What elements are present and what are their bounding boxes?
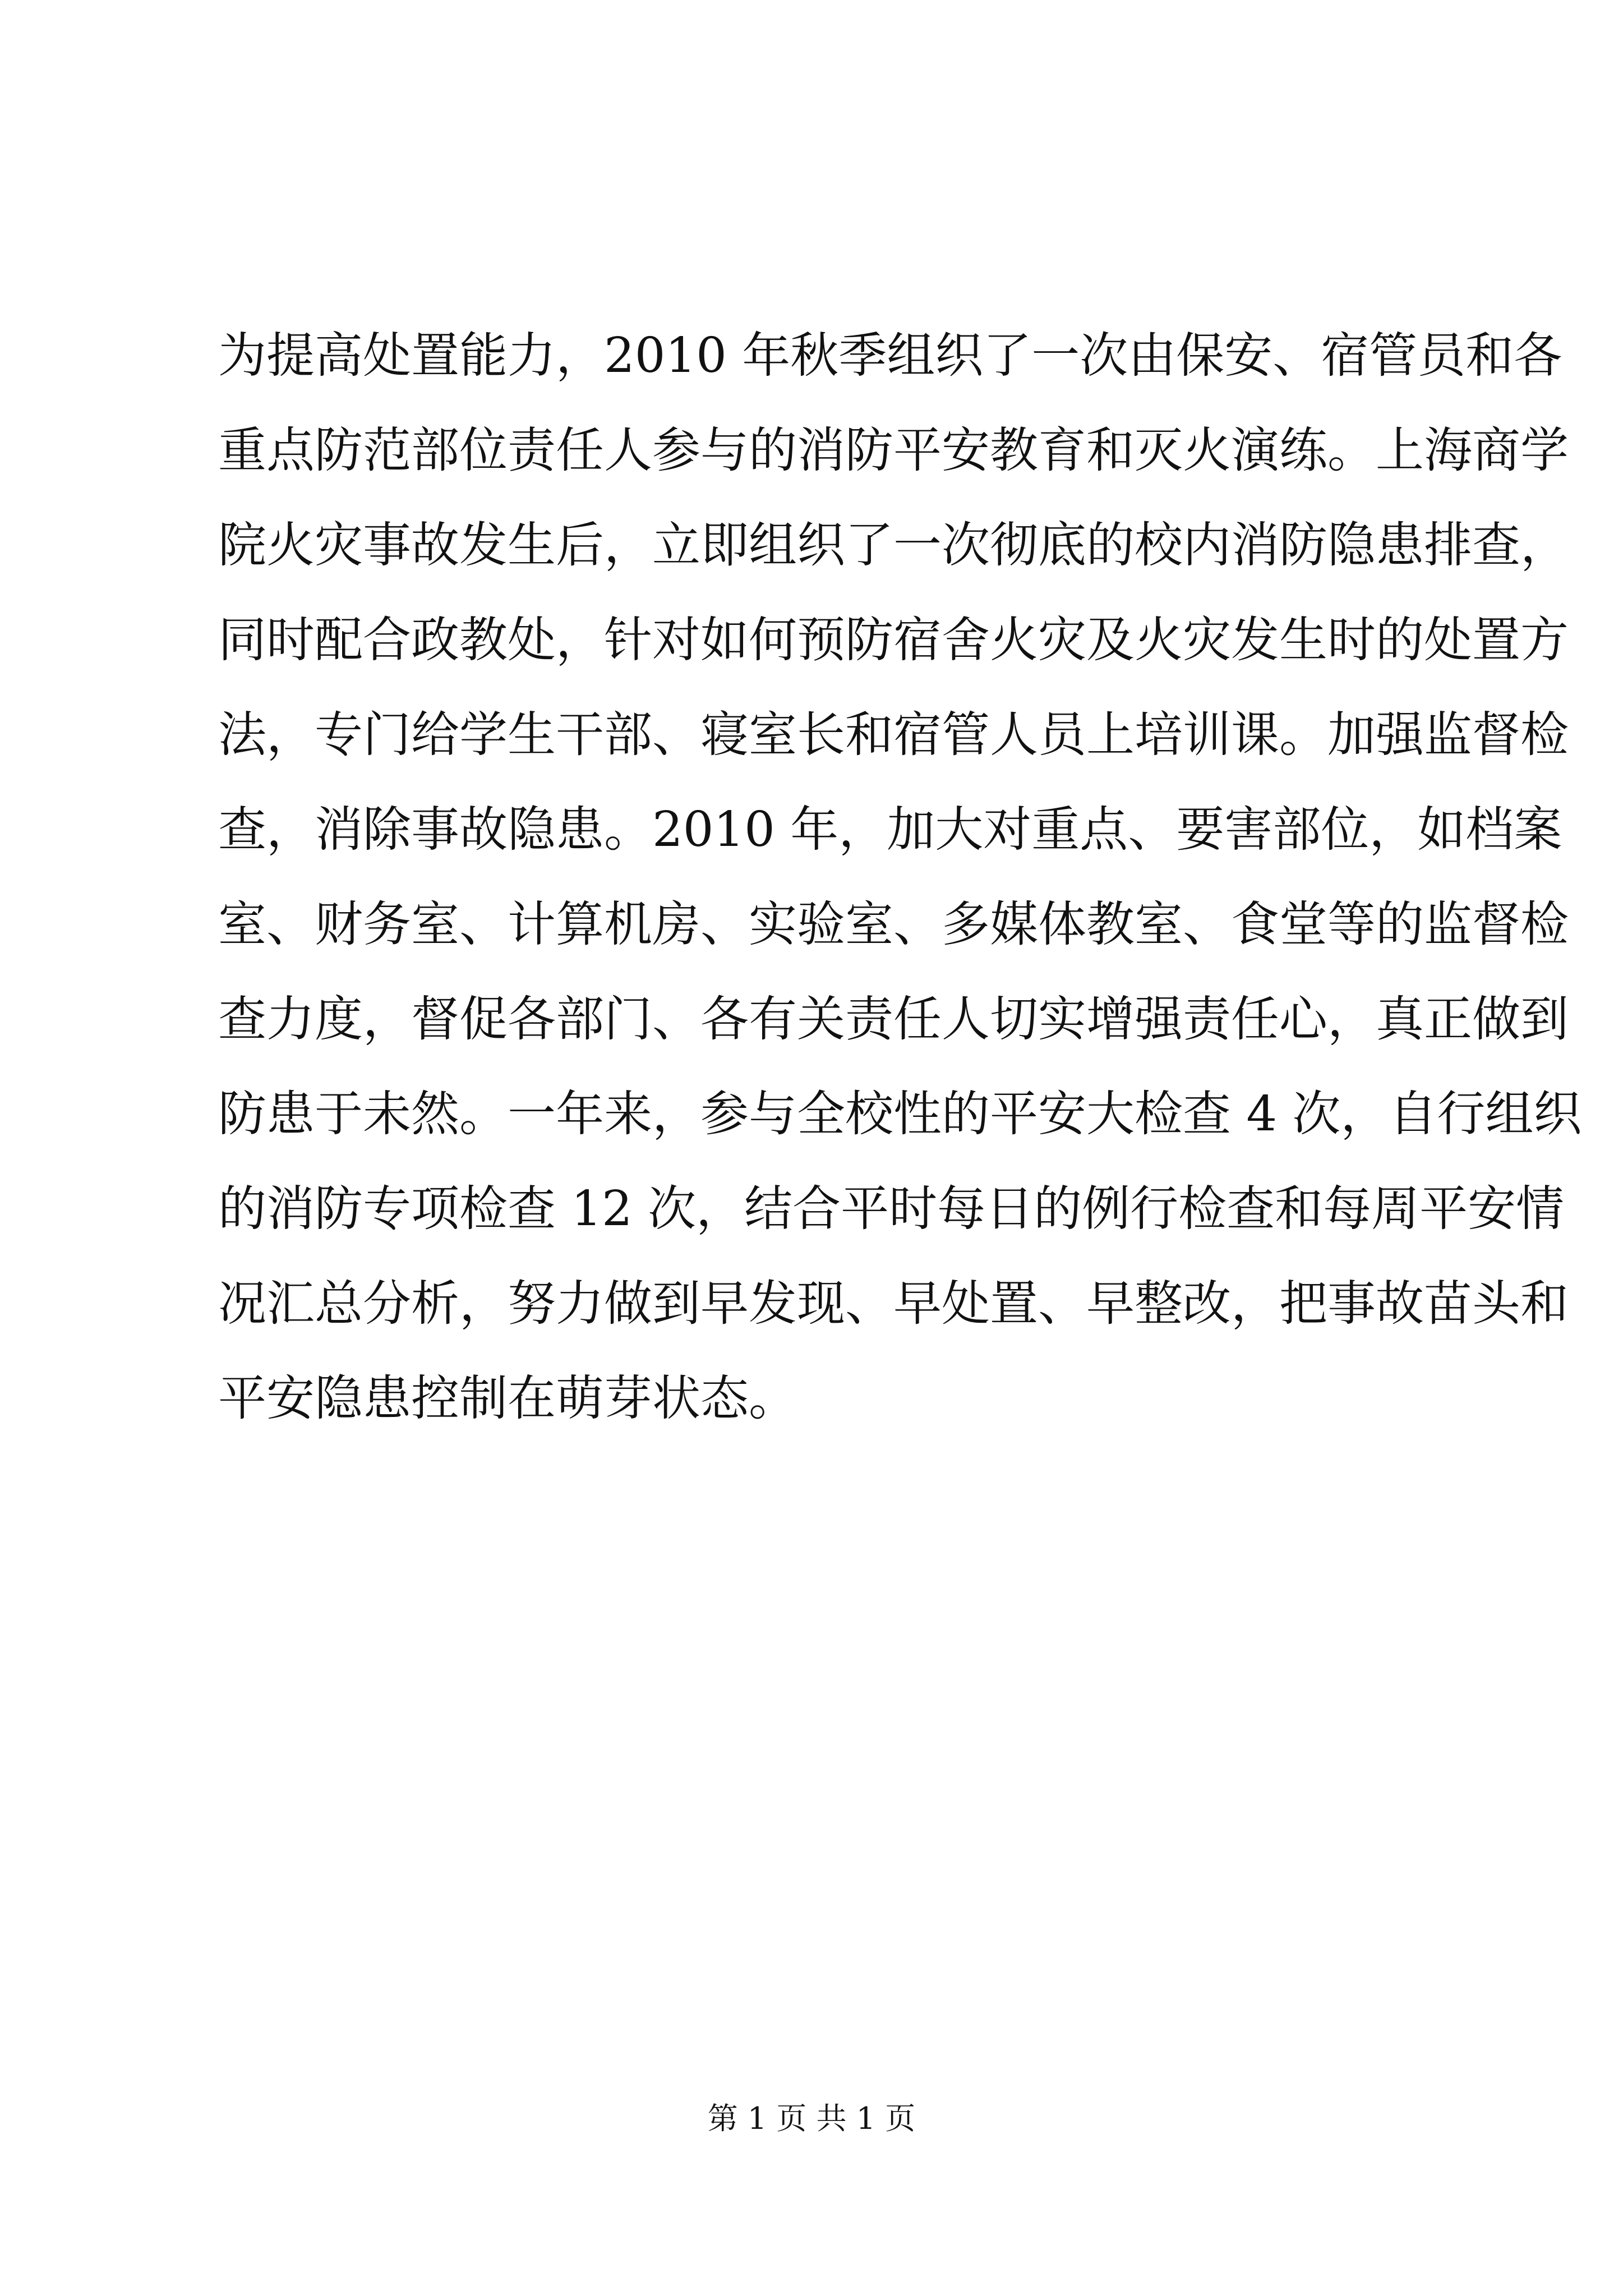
paragraph-line: 法，专门给学生干部、寝室长和宿管人员上培训课。加强监督检 <box>218 707 1569 763</box>
paragraph-line: 的消防专项检查 12 次，结合平时每日的例行检查和每周平安情 <box>218 1181 1565 1237</box>
paragraph-line: 重点防范部位责任人参与的消防平安教育和灭火演练。上海商学 <box>218 422 1569 478</box>
page-number-footer: 第 1 页 共 1 页 <box>707 2101 916 2136</box>
paragraph-line: 查力度，督促各部门、各有关责任人切实增强责任心，真正做到 <box>218 991 1569 1047</box>
paragraph-line: 况汇总分析，努力做到早发现、早处置、早整改，把事故苗头和 <box>218 1276 1569 1332</box>
paragraph-line: 查，消除事故隐患。2010 年，加大对重点、要害部位，如档案 <box>218 802 1562 858</box>
paragraph-line: 室、财务室、计算机房、实验室、多媒体教室、食堂等的监督检 <box>218 896 1569 953</box>
paragraph-line: 为提高处置能力，2010 年秋季组织了一次由保安、宿管员和各 <box>218 328 1562 384</box>
paragraph-line: 平安隐患控制在萌芽状态。 <box>218 1370 797 1427</box>
body-paragraph <box>218 309 1582 1446</box>
paragraph-line: 防患于未然。一年来，参与全校性的平安大检查 4 次，自行组织 <box>218 1086 1582 1142</box>
paragraph-line: 同时配合政教处，针对如何预防宿舍火灾及火灾发生时的处置方 <box>218 612 1569 668</box>
paragraph-line: 院火灾事故发生后，立即组织了一次彻底的校内消防隐患排查， <box>218 517 1569 573</box>
